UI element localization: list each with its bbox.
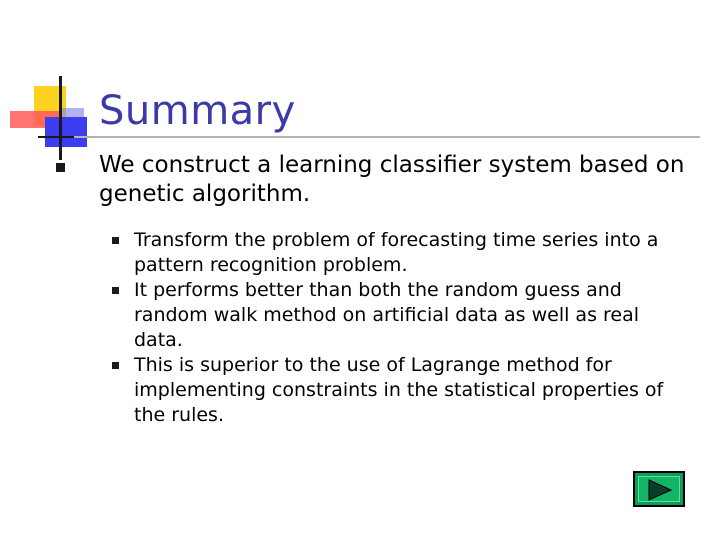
play-next-icon [647, 478, 673, 502]
sub-bullet-list [112, 228, 692, 428]
bullet-square-icon [56, 163, 65, 172]
sub-bullet-text: Transform the problem of forecasting time series into a pattern recognition problem. [134, 229, 659, 276]
list-item [112, 353, 692, 428]
bullet-square-icon [112, 237, 119, 244]
title-underline [38, 136, 700, 138]
sub-bullet-text: This is superior to the use of Lagrange method for implementing constraints in the statistical properties of the rules. [134, 354, 664, 426]
decor-blue-square [45, 117, 87, 147]
decor-vertical-line [59, 76, 62, 160]
list-item [112, 278, 692, 353]
bullet-square-icon [112, 287, 119, 294]
sub-bullet-text: It performs better than both the random guess and random walk method on artificial data as well as real data. [134, 279, 640, 351]
list-item [112, 228, 692, 278]
next-slide-button[interactable] [633, 471, 685, 507]
main-bullet-text: We construct a learning classifier system based on genetic algorithm. [99, 152, 685, 207]
decor-cross-line [38, 136, 74, 138]
slide-title: Summary [99, 88, 296, 134]
bullet-square-icon [112, 362, 119, 369]
